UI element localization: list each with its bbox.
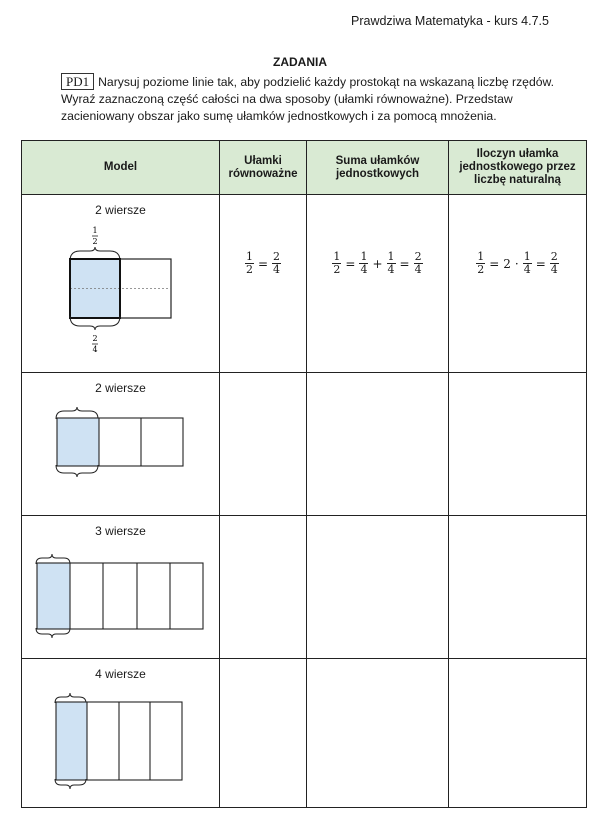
fraction-numerator: 1 — [523, 250, 531, 263]
bottom-fraction-denominator: 4 — [92, 345, 98, 354]
fraction-denominator: 4 — [273, 263, 281, 276]
bottom-fraction-numerator: 2 — [92, 334, 98, 343]
shaded-part — [56, 702, 87, 780]
fraction — [550, 251, 559, 276]
math-operator: = — [489, 256, 500, 271]
fraction — [332, 251, 341, 276]
header-equivalent: Ułamki równoważne — [220, 141, 307, 195]
equivalent-cell[interactable] — [220, 373, 307, 516]
fraction-denominator: 4 — [550, 263, 558, 276]
sum-cell[interactable] — [307, 516, 449, 659]
math-operator: + — [372, 256, 383, 271]
table-row — [22, 373, 587, 516]
fraction-numerator: 2 — [550, 250, 558, 263]
header-product: Iloczyn ułamka jednostkowego przez liczbę naturalną — [449, 141, 587, 195]
fraction-numerator: 1 — [333, 250, 341, 263]
product-cell[interactable] — [449, 373, 587, 516]
task-instructions — [61, 73, 561, 125]
fraction-numerator: 2 — [414, 250, 422, 263]
table-row — [22, 659, 587, 808]
course-header: Prawdziwa Matematyka - kurs 4.7.5 — [351, 14, 549, 28]
fraction — [387, 251, 396, 276]
fraction-denominator: 4 — [360, 263, 368, 276]
top-fraction-numerator: 1 — [92, 226, 98, 235]
fraction-denominator: 2 — [245, 263, 253, 276]
fraction-denominator: 2 — [477, 263, 485, 276]
fraction-denominator: 2 — [333, 263, 341, 276]
fraction-numerator: 1 — [477, 250, 485, 263]
fraction — [414, 251, 423, 276]
fraction — [359, 251, 368, 276]
fraction-denominator: 4 — [387, 263, 395, 276]
rows-label: 2 wiersze — [95, 203, 146, 217]
fraction-denominator: 4 — [414, 263, 422, 276]
fraction-numerator: 1 — [387, 250, 395, 263]
fraction-numerator: 2 — [273, 250, 281, 263]
math-operator: 2 — [503, 256, 511, 271]
fraction — [272, 251, 281, 276]
sum-cell[interactable] — [307, 659, 449, 808]
fraction-numerator: 1 — [360, 250, 368, 263]
math-operator: = — [399, 256, 410, 271]
product-cell — [449, 195, 587, 373]
bottom-brace — [56, 465, 98, 477]
shaded-part — [37, 563, 70, 629]
task-badge: PD1 — [61, 73, 94, 90]
rows-label: 4 wiersze — [95, 667, 146, 681]
fraction — [476, 251, 485, 276]
task-table — [21, 140, 587, 808]
sum-cell[interactable] — [307, 373, 449, 516]
math-operator: · — [514, 256, 519, 271]
equivalent-cell — [220, 195, 307, 373]
product-cell[interactable] — [449, 516, 587, 659]
model-diagram — [22, 217, 218, 357]
top-fraction-denominator: 2 — [92, 237, 98, 246]
fraction-denominator: 4 — [523, 263, 531, 276]
rows-label: 2 wiersze — [95, 381, 146, 395]
fraction — [245, 251, 254, 276]
page-title: ZADANIA — [273, 55, 327, 69]
sum-cell — [307, 195, 449, 373]
math-operator: = — [257, 256, 269, 271]
header-model: Model — [22, 141, 220, 195]
model-cell — [22, 195, 220, 373]
fraction-numerator: 1 — [245, 250, 253, 263]
header-sum: Suma ułamków jednostkowych — [307, 141, 449, 195]
math-operator: = — [535, 256, 546, 271]
math-operator: = — [345, 256, 356, 271]
task-text: Narysuj poziome linie tak, aby podzielić każdy prostokąt na wskazaną liczbę rzędów. Wyraź zaznaczoną część całości na dwa sposoby (ułamki równoważne). Przedstaw zacieniowany obszar jako sumę ułamków jednostkowych i za pomocą mnożenia. — [61, 75, 555, 123]
equivalent-expression — [245, 251, 281, 276]
model-diagram — [22, 395, 218, 505]
fraction — [523, 251, 532, 276]
top-brace — [56, 407, 98, 419]
model-diagram — [22, 538, 218, 648]
sum-expression — [332, 251, 422, 276]
model-cell — [22, 659, 220, 808]
product-expression — [476, 251, 559, 276]
shaded-part — [57, 418, 99, 466]
model-diagram — [22, 681, 218, 801]
model-cell — [22, 373, 220, 516]
rows-label: 3 wiersze — [95, 524, 146, 538]
equivalent-cell[interactable] — [220, 516, 307, 659]
equivalent-cell[interactable] — [220, 659, 307, 808]
model-cell — [22, 516, 220, 659]
table-row — [22, 516, 587, 659]
table-row — [22, 195, 587, 373]
product-cell[interactable] — [449, 659, 587, 808]
table-header-row — [22, 141, 587, 195]
